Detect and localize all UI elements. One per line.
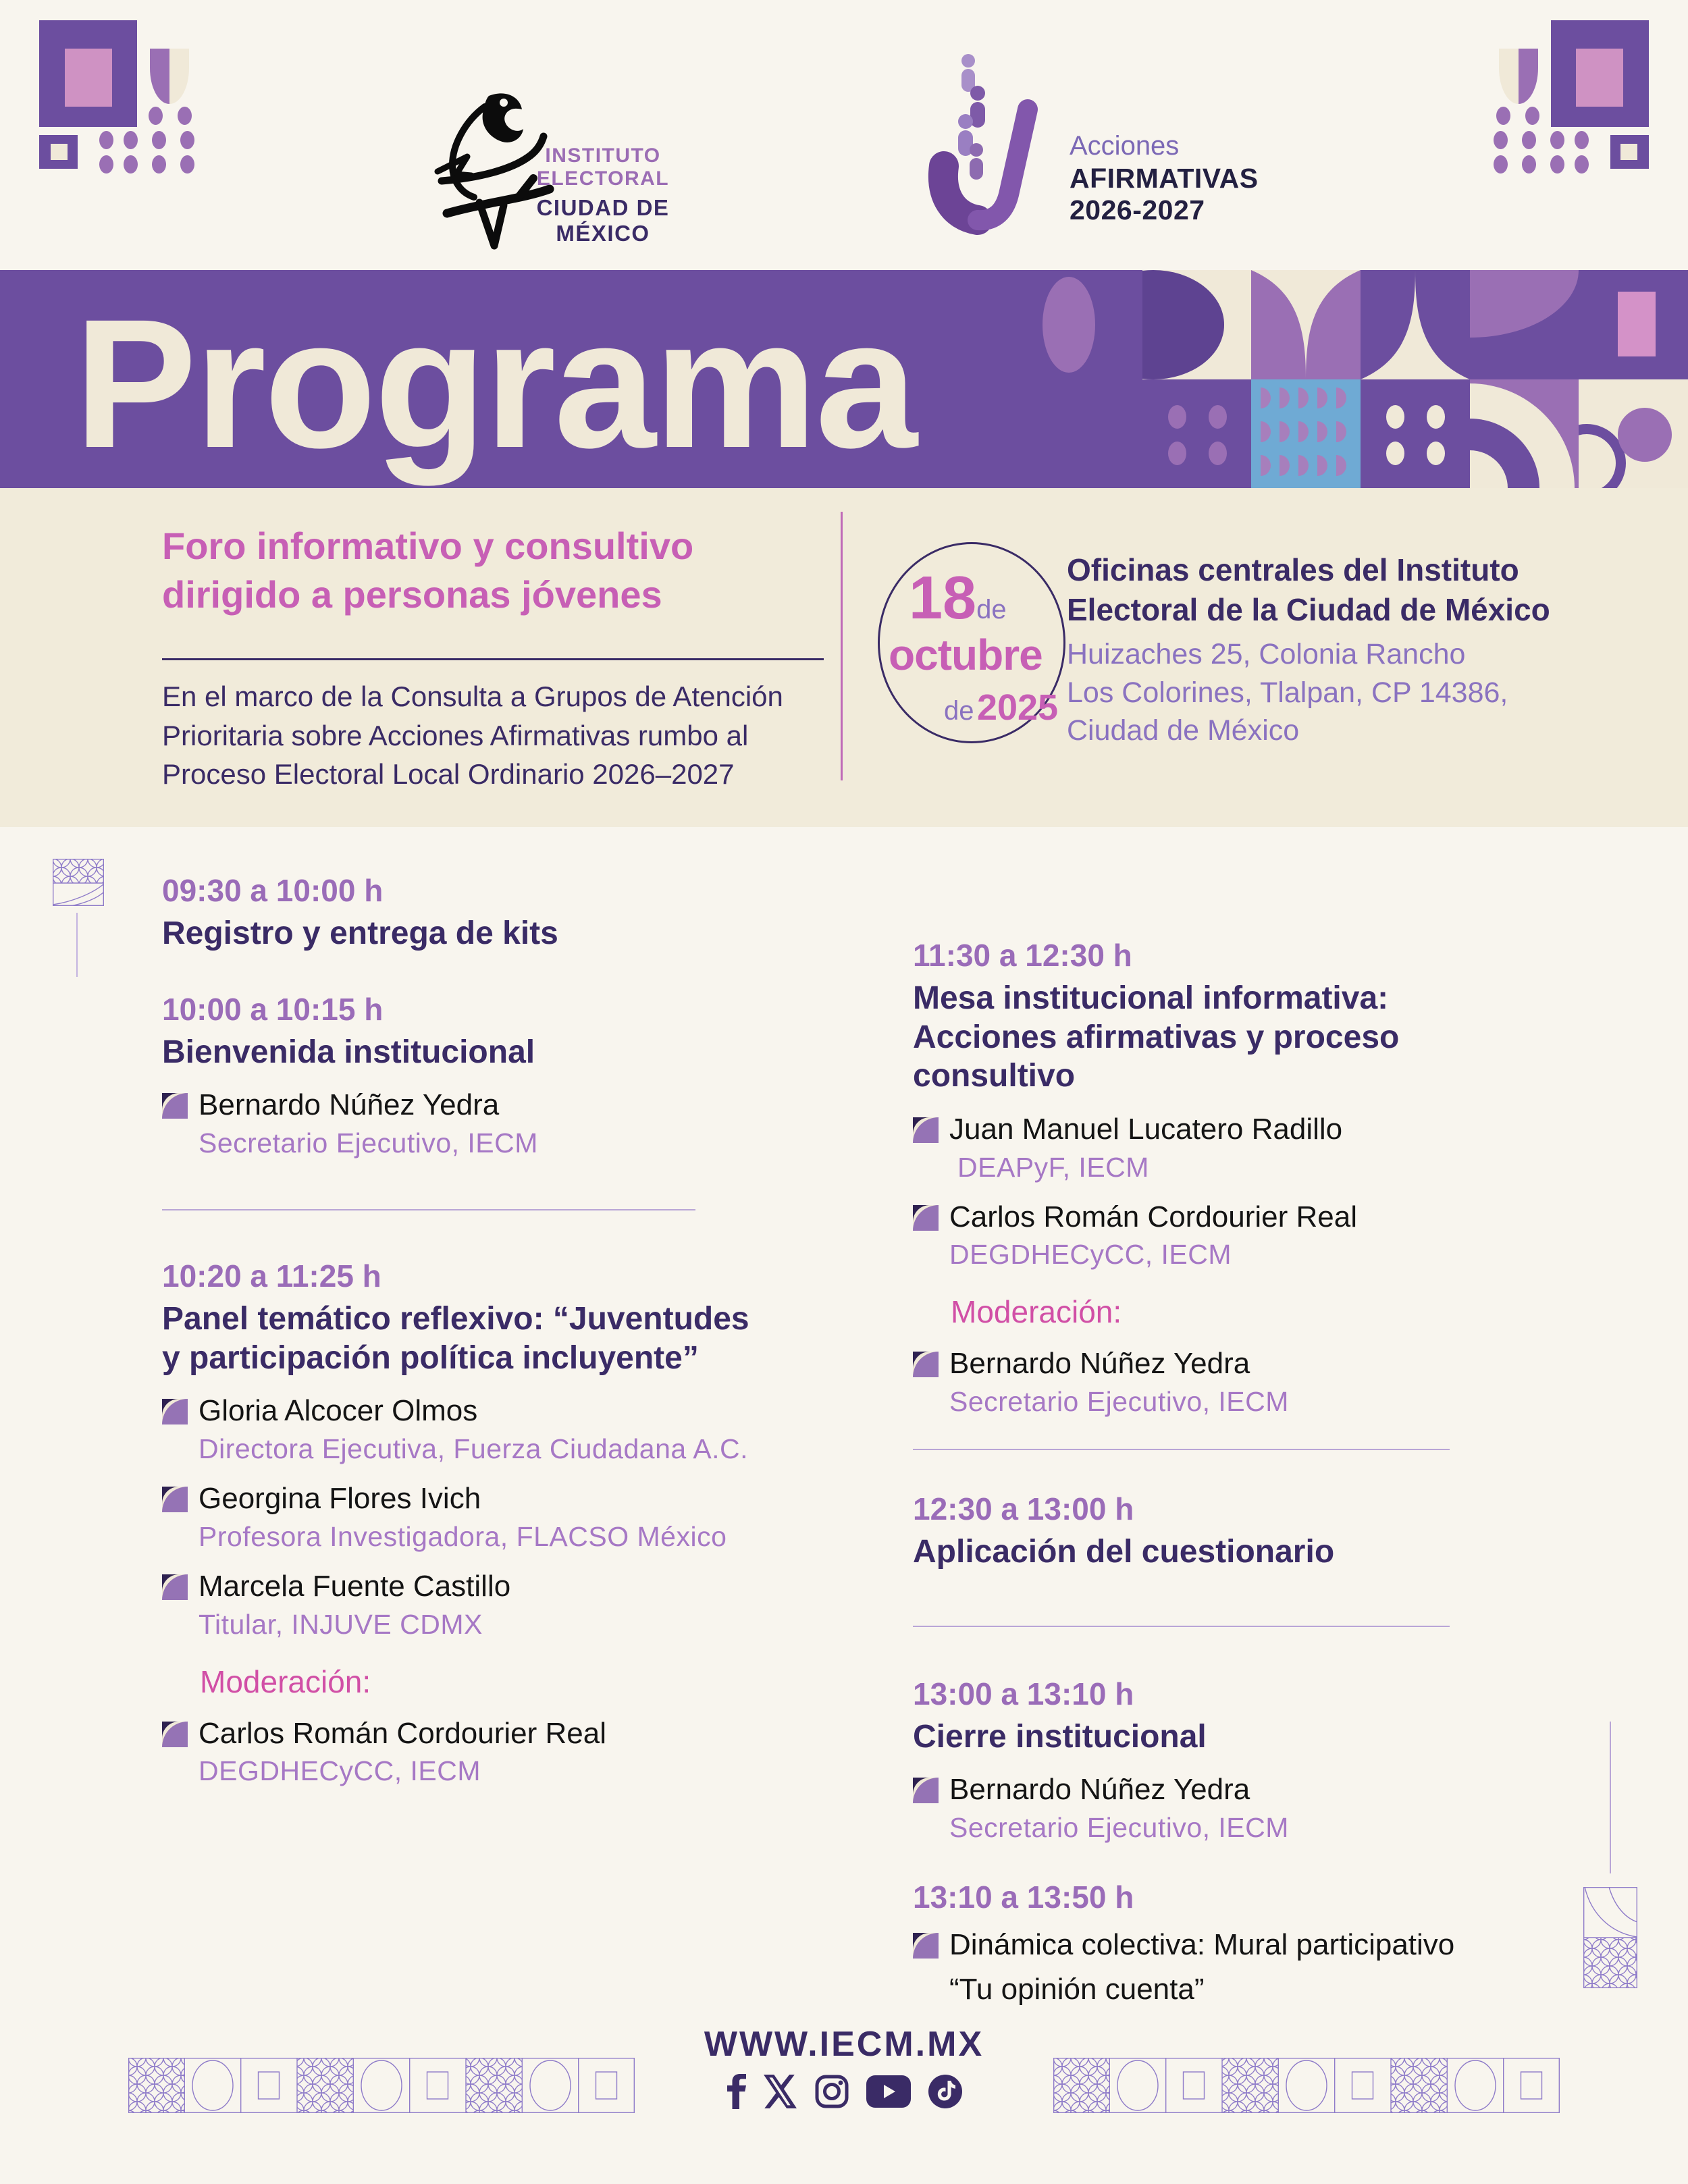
vertical-divider	[841, 512, 843, 780]
title-divider	[162, 658, 824, 660]
decor-dot	[1525, 107, 1539, 125]
speaker-row	[913, 1772, 1527, 1808]
event-desc-line2: Prioritaria sobre Acciones Afirmativas rumbo al	[162, 719, 749, 751]
speaker-bullet-icon	[162, 1093, 188, 1119]
social-icons-row	[0, 2074, 1688, 2109]
venue-name-line2: Electoral de la Ciudad de México	[1067, 591, 1550, 627]
activity-subtitle: “Tu opinión cuenta”	[949, 1972, 1205, 2006]
session-time: 12:30 a 13:00 h	[913, 1491, 1134, 1527]
decor-tile	[1579, 270, 1688, 379]
schedule-column-right	[913, 937, 1527, 2006]
date-day-number: 18	[909, 564, 977, 632]
afirmativas-label: AFIRMATIVAS	[1070, 163, 1259, 194]
speaker-bullet-icon	[913, 1933, 939, 1959]
speaker-bullet-icon	[913, 1205, 939, 1231]
speaker-row	[162, 1481, 810, 1517]
speaker-name: Bernardo Núñez Yedra	[949, 1347, 1250, 1381]
venue-name-line1: Oficinas centrales del Instituto	[1067, 552, 1519, 587]
decor-dot	[149, 107, 163, 125]
session-time: 13:10 a 13:50 h	[913, 1880, 1134, 1915]
session-title: Bienvenida institucional	[162, 1034, 535, 1070]
session-title-line3: consultivo	[913, 1058, 1076, 1094]
activity-title: Dinámica colectiva: Mural participativo	[949, 1928, 1455, 1962]
decor-dot	[1550, 155, 1564, 174]
date-year	[944, 687, 1058, 728]
venue-address-line2: Los Colorines, Tlalpan, CP 14386,	[1067, 676, 1508, 709]
session-time: 10:00 a 10:15 h	[162, 991, 384, 1027]
speaker-name: Bernardo Núñez Yedra	[949, 1773, 1250, 1807]
session-title-line1: Panel temático reflexivo: “Juventudes	[162, 1300, 749, 1337]
schedule-column-left	[162, 872, 810, 1787]
decor-dot	[1575, 131, 1589, 149]
speaker-row	[913, 1112, 1527, 1148]
speaker-bullet-icon	[162, 1487, 188, 1512]
session-title	[913, 979, 1527, 1096]
session-title-line2: y participación política incluyente”	[162, 1339, 699, 1376]
speaker-name: Juan Manuel Lucatero Radillo	[949, 1112, 1343, 1146]
decor-dot	[1494, 131, 1508, 149]
decor-dot	[178, 107, 192, 125]
decor-tile	[1251, 270, 1361, 379]
speaker-row	[913, 1346, 1527, 1382]
program-banner	[0, 270, 1688, 488]
decor-dot	[124, 155, 138, 174]
speaker-bullet-icon	[162, 1574, 188, 1600]
date-month: octubre	[889, 631, 1043, 679]
facebook-icon	[726, 2074, 746, 2109]
decor-tile	[1470, 270, 1579, 379]
session-title: Cierre institucional	[913, 1718, 1207, 1755]
decor-tile	[1033, 270, 1142, 379]
decor-dot	[1550, 131, 1564, 149]
date-day	[909, 564, 1007, 633]
decor-dot	[1522, 155, 1536, 174]
event-title	[162, 522, 693, 618]
moderation-label: Moderación:	[951, 1294, 1122, 1330]
session-title-line1: Mesa institucional informativa:	[913, 980, 1389, 1016]
instagram-icon	[815, 2075, 849, 2108]
venue-block	[1067, 550, 1550, 750]
iecm-logo-line2: CIUDAD DE MÉXICO	[536, 195, 670, 246]
checkmark-people-icon	[924, 50, 1065, 236]
session-title: Registro y entrega de kits	[162, 915, 558, 951]
session-title	[162, 1300, 810, 1377]
decor-dot	[1496, 107, 1510, 125]
moderation-label: Moderación:	[200, 1663, 371, 1699]
acciones-afirmativas-logo	[924, 45, 1259, 254]
speaker-name: Carlos Román Cordourier Real	[199, 1716, 607, 1750]
event-desc-line3: Proceso Electoral Local Ordinario 2026–2027	[162, 758, 735, 791]
decor-tile	[1142, 270, 1252, 379]
speaker-name: Carlos Román Cordourier Real	[949, 1200, 1358, 1233]
decor-cluster-top-right	[1494, 20, 1649, 172]
speaker-role: Secretario Ejecutivo, IECM	[199, 1127, 538, 1158]
speaker-role: DEGDHECyCC, IECM	[949, 1239, 1232, 1271]
speaker-row	[913, 1200, 1527, 1235]
session-time: 13:00 a 13:10 h	[913, 1676, 1134, 1711]
decor-tile	[1033, 379, 1142, 489]
decor-tile	[1142, 379, 1252, 489]
speaker-bullet-icon	[913, 1352, 939, 1377]
decor-dot	[1575, 155, 1589, 174]
decor-dot	[180, 131, 194, 149]
decor-lattice-ornament-left	[53, 859, 104, 906]
session-title-line2: Acciones afirmativas y proceso	[913, 1019, 1400, 1055]
decor-dot	[1494, 155, 1508, 174]
speaker-role: DEGDHECyCC, IECM	[199, 1755, 481, 1787]
session-time: 10:20 a 11:25 h	[162, 1258, 381, 1294]
speaker-name: Bernardo Núñez Yedra	[199, 1088, 500, 1122]
section-divider	[913, 1449, 1450, 1450]
decor-dot	[180, 155, 194, 174]
speaker-row	[162, 1569, 810, 1605]
speaker-role: Secretario Ejecutivo, IECM	[949, 1386, 1289, 1418]
speaker-row	[162, 1088, 810, 1123]
speaker-name: Marcela Fuente Castillo	[199, 1569, 511, 1603]
decor-tile	[1579, 379, 1688, 489]
decor-dot	[124, 131, 138, 149]
speaker-row	[162, 1393, 810, 1429]
decor-vertical-line-right	[1610, 1722, 1611, 1873]
decor-square-inner	[1576, 49, 1623, 107]
event-description	[162, 677, 783, 794]
speaker-role: Titular, INJUVE CDMX	[199, 1608, 483, 1640]
date-de: de	[976, 595, 1007, 624]
page-title: Programa	[74, 281, 916, 486]
decor-small-square-inner	[51, 144, 68, 160]
decor-square-inner	[65, 49, 112, 107]
decor-halfmoon	[1499, 49, 1538, 104]
iecm-logo	[432, 86, 837, 255]
tiktok-icon	[928, 2075, 962, 2108]
speaker-role: Profesora Investigadora, FLACSO México	[199, 1520, 727, 1552]
speaker-name: Georgina Flores Ivich	[199, 1481, 481, 1515]
iecm-logo-line1: INSTITUTO ELECTORAL	[536, 144, 670, 190]
session-time: 11:30 a 12:30 h	[913, 938, 1132, 973]
youtube-icon	[866, 2075, 911, 2108]
acciones-label: Acciones	[1070, 131, 1180, 161]
speaker-bullet-icon	[162, 1399, 188, 1424]
section-divider	[162, 1209, 695, 1210]
speaker-bullet-icon	[913, 1117, 939, 1143]
decor-dot	[1522, 131, 1536, 149]
website-url: WWW.IECM.MX	[704, 2025, 984, 2064]
event-title-line2: dirigido a personas jóvenes	[162, 572, 662, 616]
decor-dot	[152, 155, 166, 174]
event-info-band	[0, 488, 1688, 827]
decor-tile	[1361, 270, 1470, 379]
x-icon	[764, 2075, 797, 2108]
speaker-bullet-icon	[913, 1778, 939, 1803]
periodo-label: 2026-2027	[1070, 194, 1205, 226]
decor-tile	[1251, 379, 1361, 489]
decor-dot	[99, 155, 113, 174]
speaker-role: Secretario Ejecutivo, IECM	[949, 1812, 1289, 1844]
decor-dot	[99, 131, 113, 149]
decor-dot	[152, 131, 166, 149]
decor-cluster-top-left	[39, 20, 194, 172]
decor-tile	[1361, 379, 1470, 489]
session-title: Aplicación del cuestionario	[913, 1534, 1335, 1570]
decor-halfmoon	[150, 49, 189, 104]
decor-lattice-ornament-right	[1583, 1887, 1637, 1988]
event-title-line1: Foro informativo y consultivo	[162, 525, 694, 567]
speaker-bullet-icon	[162, 1722, 188, 1747]
speaker-role: Directora Ejecutiva, Fuerza Ciudadana A.C.	[199, 1433, 749, 1464]
activity-row	[913, 1927, 1527, 1963]
section-divider	[913, 1626, 1450, 1627]
venue-address-line1: Huizaches 25, Colonia Rancho	[1067, 637, 1466, 670]
decor-vertical-line-left	[76, 913, 78, 977]
speaker-role: DEAPyF, IECM	[957, 1151, 1149, 1183]
decor-small-square-inner	[1620, 144, 1637, 160]
session-time: 09:30 a 10:00 h	[162, 873, 384, 908]
date-year-number: 2025	[976, 687, 1059, 728]
date-de2: de	[944, 696, 974, 726]
speaker-name: Gloria Alcocer Olmos	[199, 1394, 478, 1428]
decor-tile-mosaic	[1033, 270, 1688, 488]
speaker-row	[162, 1716, 810, 1752]
venue-address-line3: Ciudad de México	[1067, 714, 1300, 747]
event-desc-line1: En el marco de la Consulta a Grupos de Atención	[162, 681, 783, 712]
decor-tile	[1470, 379, 1579, 489]
